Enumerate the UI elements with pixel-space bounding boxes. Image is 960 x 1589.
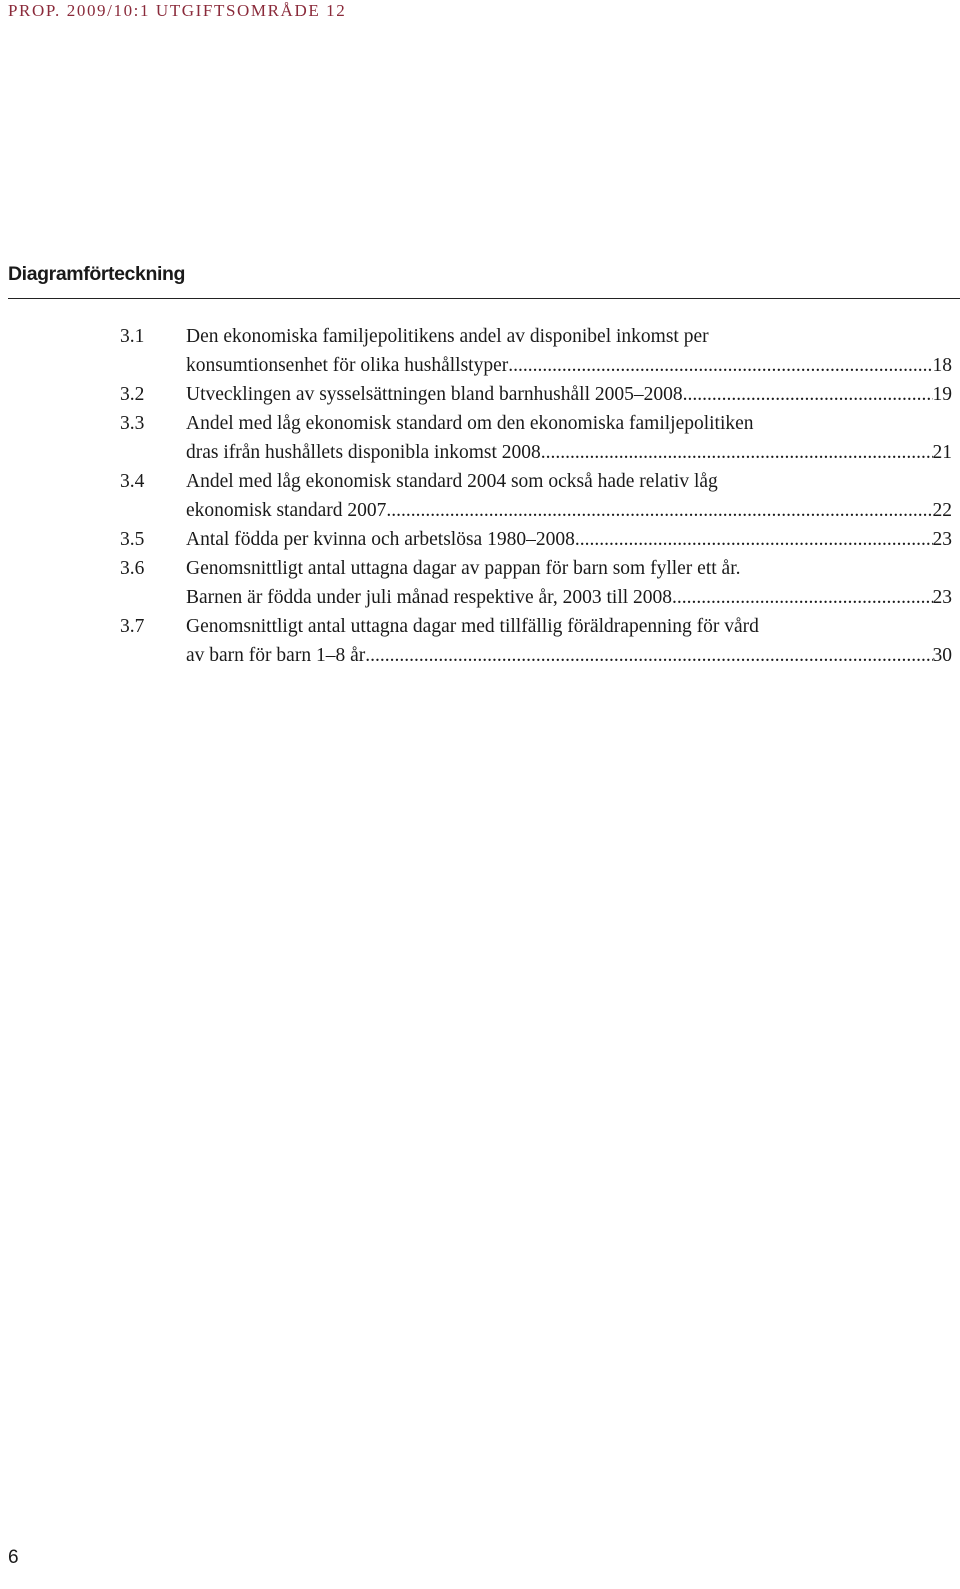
toc-entry-page[interactable]: 23 <box>932 529 952 550</box>
toc-entry-body <box>186 612 952 670</box>
running-header: PROP. 2009/10:1 UTGIFTSOMRÅDE 12 <box>8 1 347 20</box>
toc-entry-line: konsumtionsenhet för olika hushållstyper <box>186 355 509 376</box>
dot-leader <box>575 525 933 554</box>
toc-entry-3-4[interactable] <box>120 467 952 525</box>
toc-entry-body <box>186 409 952 467</box>
toc-entry-body <box>186 380 952 409</box>
toc-entry-last-line <box>186 525 952 554</box>
dot-leader <box>541 438 933 467</box>
toc-entry-3-2[interactable] <box>120 380 952 409</box>
toc-entry-3-1[interactable] <box>120 322 952 380</box>
toc-entry-number: 3.4 <box>120 471 145 492</box>
dot-leader <box>672 583 932 612</box>
toc-entry-last-line <box>186 496 952 525</box>
toc-entry-number: 3.7 <box>120 616 145 637</box>
toc-entry-page[interactable]: 18 <box>932 355 952 376</box>
toc-entry-line: ekonomisk standard 2007 <box>186 500 387 521</box>
toc-entry-body <box>186 322 952 380</box>
toc-entry-number: 3.1 <box>120 326 145 347</box>
toc-entry-line: av barn för barn 1–8 år <box>186 645 366 666</box>
toc-entry-last-line <box>186 641 952 670</box>
toc-entry-page[interactable]: 19 <box>932 384 952 405</box>
toc-entry-last-line <box>186 351 952 380</box>
dot-leader <box>365 641 932 670</box>
toc-entry-3-7[interactable] <box>120 612 952 670</box>
toc-entry-line: Barnen är födda under juli månad respektive år, 2003 till 2008 <box>186 587 673 608</box>
dot-leader <box>683 380 933 409</box>
toc-entry-last-line <box>186 438 952 467</box>
toc-entry-last-line <box>186 583 952 612</box>
toc-entry-line: Andel med låg ekonomisk standard om den ekonomiska familjepolitiken <box>186 413 754 434</box>
toc-entry-3-5[interactable] <box>120 525 952 554</box>
toc-entry-line: Antal födda per kvinna och arbetslösa 1980–2008 <box>186 529 575 550</box>
toc-entry-3-3[interactable] <box>120 409 952 467</box>
toc-entry-line: Den ekonomiska familjepolitikens andel av disponibel inkomst per <box>186 326 709 347</box>
table-of-contents <box>120 322 952 670</box>
toc-entry-number: 3.5 <box>120 529 145 550</box>
toc-entry-body <box>186 467 952 525</box>
dot-leader <box>386 496 932 525</box>
toc-entry-number: 3.3 <box>120 413 145 434</box>
toc-entry-3-6[interactable] <box>120 554 952 612</box>
toc-entry-number: 3.2 <box>120 384 145 405</box>
toc-entry-line: Genomsnittligt antal uttagna dagar med tillfällig föräldrapenning för vård <box>186 616 759 637</box>
toc-entry-line: Utvecklingen av sysselsättningen bland barnhushåll 2005–2008 <box>186 384 683 405</box>
title-rule <box>8 298 960 299</box>
toc-entry-page[interactable]: 21 <box>932 442 952 463</box>
toc-entry-body <box>186 525 952 554</box>
toc-entry-page[interactable]: 23 <box>932 587 952 608</box>
toc-entry-body <box>186 554 952 612</box>
page-number: 6 <box>8 1547 19 1568</box>
toc-entry-page[interactable]: 22 <box>932 500 952 521</box>
toc-entry-last-line <box>186 380 952 409</box>
toc-entry-line: Andel med låg ekonomisk standard 2004 som också hade relativ låg <box>186 471 718 492</box>
section-title: Diagramförteckning <box>8 263 186 285</box>
toc-entry-line: dras ifrån hushållets disponibla inkomst 2008 <box>186 442 541 463</box>
toc-entry-page[interactable]: 30 <box>932 645 952 666</box>
toc-entry-number: 3.6 <box>120 558 145 579</box>
toc-entry-line: Genomsnittligt antal uttagna dagar av pappan för barn som fyller ett år. <box>186 558 741 579</box>
dot-leader <box>508 351 932 380</box>
